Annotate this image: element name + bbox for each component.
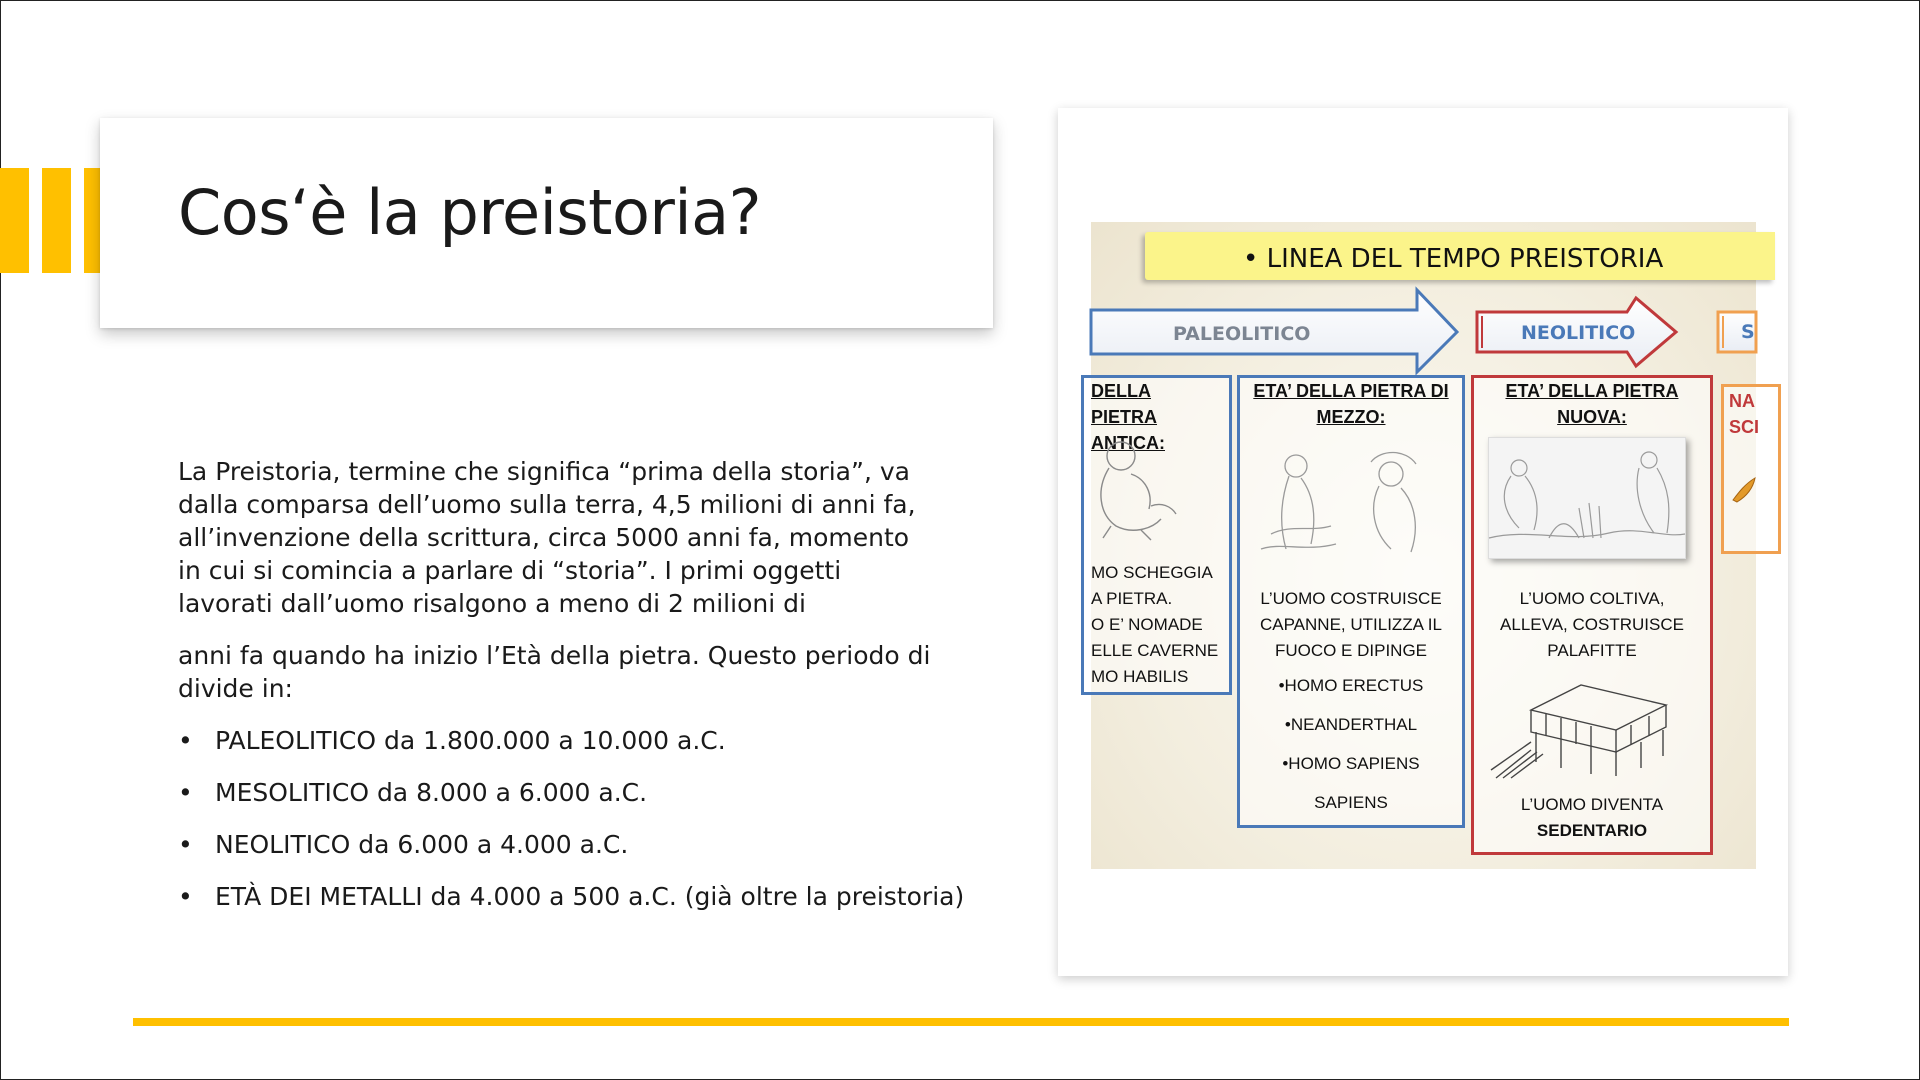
accent-bar-1 [0, 168, 29, 273]
list-item: • ETÀ DEI METALLI da 4.000 a 500 a.C. (già oltre la preistoria) [178, 877, 964, 929]
next-period-heading: NA SCI [1729, 391, 1760, 437]
period-paragraph: anni fa quando ha inizio l’Età della pietra. Questo periodo di divide in: [178, 641, 931, 703]
bullet-icon: • [178, 726, 193, 755]
timeline-banner-text: • LINEA DEL TEMPO PREISTORIA [1243, 244, 1664, 274]
next-period-label: S [1741, 321, 1755, 343]
accent-bar-3 [84, 168, 100, 273]
list-item: • PALEOLITICO da 1.800.000 a 10.000 a.C. [178, 721, 964, 773]
paleolitico-label: PALEOLITICO [1173, 323, 1311, 345]
bullet-icon: • [178, 830, 193, 859]
paleolithic-heading: DELLA PIETRA ANTICA: [1091, 381, 1165, 453]
caveman-sketch-icon [1091, 434, 1181, 544]
writing-feather-icon [1731, 474, 1756, 504]
timeline-figure: • LINEA DEL TEMPO PREISTORIA PALEOLITICO NEOLITICO S DELLA PIETRA ANTICA: MO SCHEGGIA A PIETRA. O E’ NOMADE ELLE CAVERNE MO HABILIS ETA’ DELLA PIETRA DI MEZZO: L’UOMO COSTRUISCE CAPANNE, UTILIZZA IL FUOCO E DIPINGE •HOMO ERECTUS •NEANDERTHAL •HOMO SAPIENS SAPIENS ETA’ DELLA PIETRA NUOVA: L’UOMO COLTIVA, ALLEVA, COSTRUISCE PALAFITTE L’UOMO DIVENTA SEDENTARIO NA SCI [1091, 222, 1756, 869]
slide-title: Cos‘è la preistoria? [178, 176, 762, 249]
neolithic-farming-image [1488, 437, 1686, 559]
intro-paragraph: La Preistoria, termine che significa “prima della storia”, va dalla comparsa dell’uomo sulla terra, 4,5 milioni di anni fa, all’invenzione della scrittura, circa 5000 anni fa, momento in cui si comincia a parlare di “storia”. I primi oggetti lavorati dall’uomo risalgono a meno di 2 milioni di [178, 457, 916, 618]
mesolithic-heading: ETA’ DELLA PIETRA DI MEZZO: [1253, 381, 1449, 427]
bullet-icon: • [178, 778, 193, 807]
list-item: • NEOLITICO da 6.000 a 4.000 a.C. [178, 825, 964, 877]
neolitico-label: NEOLITICO [1521, 322, 1636, 344]
mesolithic-sketch-icon [1251, 444, 1451, 559]
list-item: • MESOLITICO da 8.000 a 6.000 a.C. [178, 773, 964, 825]
period-list [178, 721, 964, 929]
footer-accent-line [133, 1018, 1789, 1026]
accent-bar-2 [42, 168, 71, 273]
timeline-banner [1145, 232, 1775, 280]
stilt-house-icon [1491, 670, 1691, 780]
neolithic-heading: ETA’ DELLA PIETRA NUOVA: [1505, 381, 1679, 427]
bullet-icon: • [178, 882, 193, 911]
